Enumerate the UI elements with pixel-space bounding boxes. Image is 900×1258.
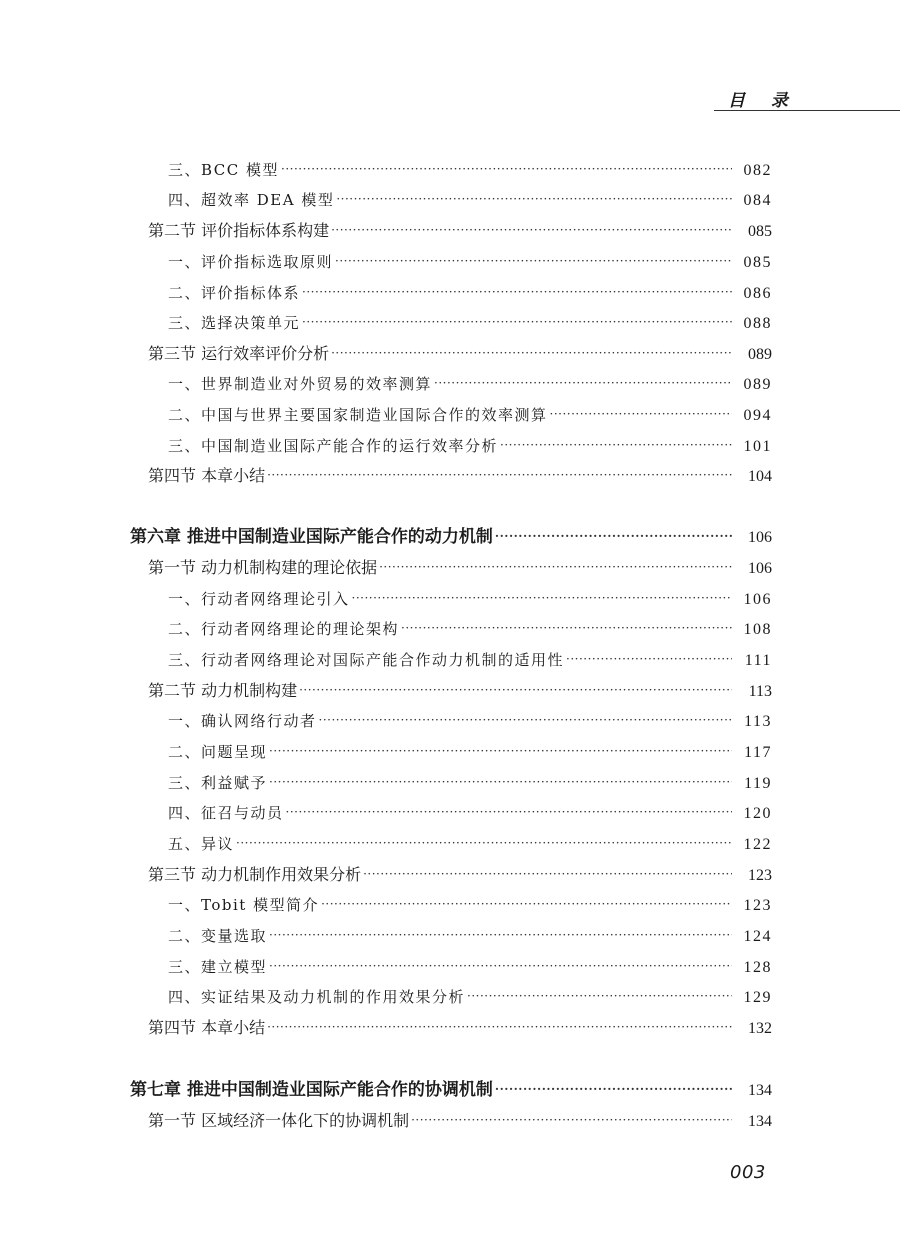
toc-entry-page: 106	[748, 529, 772, 546]
toc-entry-label: 一、确认网络行动者	[168, 712, 317, 730]
dot-leader	[302, 310, 732, 334]
toc-entry-label: 三、行动者网络理论对国际产能合作动力机制的适用性	[168, 651, 565, 669]
dot-leader	[269, 739, 732, 763]
dot-leader	[336, 187, 732, 211]
toc-entry-label: 二、问题呈现	[168, 743, 268, 761]
toc-chapter-entry[interactable]	[130, 1078, 772, 1102]
dot-leader	[331, 218, 732, 242]
dot-leader	[566, 647, 732, 671]
dot-leader	[269, 954, 732, 978]
toc-section-entry[interactable]	[148, 219, 772, 243]
toc-entry[interactable]	[168, 372, 772, 396]
toc-entry-label: 第四节 本章小结	[148, 1018, 266, 1037]
header-title: 目 录	[728, 91, 798, 111]
toc-entry-label: 第六章 推进中国制造业国际产能合作的动力机制	[130, 527, 493, 547]
toc-section-entry[interactable]	[148, 464, 772, 488]
toc-entry-label: 三、BCC 模型	[168, 161, 280, 179]
toc-entry-label: 一、行动者网络理论引入	[168, 590, 350, 608]
toc-entry-label: 第四节 本章小结	[148, 466, 266, 485]
toc-section-entry[interactable]	[148, 556, 772, 580]
toc-entry-page: 122	[743, 836, 772, 853]
toc-entry-label: 三、利益赋予	[168, 774, 268, 792]
dot-leader	[434, 371, 732, 395]
toc-entry[interactable]	[168, 771, 772, 795]
toc-entry-label: 二、中国与世界主要国家制造业国际合作的效率测算	[168, 406, 548, 424]
dot-leader	[236, 831, 732, 855]
dot-leader	[286, 800, 732, 824]
dot-leader	[299, 678, 732, 702]
toc-entry-page: 123	[743, 897, 772, 914]
toc-entry[interactable]	[168, 617, 772, 641]
dot-leader	[269, 923, 732, 947]
toc-entry-label: 第二节 动力机制构建	[148, 681, 298, 700]
page-number: 003	[730, 1162, 766, 1183]
toc-entry-page: 134	[748, 1113, 772, 1130]
toc-entry[interactable]	[168, 587, 772, 611]
toc-entry-page: 123	[748, 867, 772, 884]
toc-entry-page: 106	[748, 560, 772, 577]
dot-leader	[335, 249, 732, 273]
toc-entry-page: 132	[748, 1020, 772, 1037]
toc-entry-label: 四、超效率 DEA 模型	[168, 191, 335, 209]
toc-entry[interactable]	[168, 740, 772, 764]
dot-leader	[352, 586, 732, 610]
dot-leader	[363, 862, 732, 886]
toc-entry-page: 120	[743, 805, 772, 822]
toc-entry-page: 085	[748, 223, 772, 240]
toc-entry-page: 084	[743, 192, 772, 209]
toc-entry[interactable]	[168, 709, 772, 733]
dot-leader	[321, 892, 732, 916]
dot-leader	[495, 524, 732, 548]
dot-leader	[500, 433, 732, 457]
toc-entry-page: 113	[744, 713, 772, 730]
toc-entry-page: 129	[743, 989, 772, 1006]
toc-entry-page: 089	[743, 376, 772, 393]
toc-entry-label: 二、评价指标体系	[168, 284, 301, 302]
toc-entry-label: 四、征召与动员	[168, 804, 284, 822]
toc-entry-label: 五、异议	[168, 835, 235, 853]
running-header	[714, 84, 900, 111]
dot-leader	[267, 1015, 732, 1039]
toc-entry-label: 一、评价指标选取原则	[168, 253, 334, 271]
toc-entry-page: 104	[748, 468, 772, 485]
toc-entry-label: 一、Tobit 模型简介	[168, 896, 320, 914]
toc-entry[interactable]	[168, 832, 772, 856]
dot-leader	[401, 616, 732, 640]
toc-entry-label: 二、行动者网络理论的理论架构	[168, 620, 400, 638]
toc-entry-page: 108	[743, 621, 772, 638]
dot-leader	[281, 157, 732, 181]
dot-leader	[495, 1077, 732, 1101]
toc-entry-page: 094	[743, 407, 772, 424]
toc-entry-label: 第三节 运行效率评价分析	[148, 344, 330, 363]
toc-entry-label: 三、选择决策单元	[168, 314, 301, 332]
toc-entry[interactable]	[168, 955, 772, 979]
dot-leader	[379, 555, 732, 579]
toc-entry[interactable]	[168, 311, 772, 335]
toc-entry-page: 111	[744, 652, 772, 669]
toc-entry[interactable]	[168, 158, 772, 182]
dot-leader	[269, 770, 732, 794]
dot-leader	[411, 1108, 732, 1132]
toc-entry-label: 一、世界制造业对外贸易的效率测算	[168, 375, 433, 393]
toc-entry-label: 三、中国制造业国际产能合作的运行效率分析	[168, 437, 499, 455]
toc-entry-label: 第三节 动力机制作用效果分析	[148, 865, 362, 884]
toc-entry-page: 082	[743, 162, 772, 179]
dot-leader	[302, 280, 732, 304]
toc-entry-page: 086	[743, 285, 772, 302]
toc-entry[interactable]	[168, 648, 772, 672]
toc-entry-page: 085	[743, 254, 772, 271]
toc-entry-page: 089	[748, 346, 772, 363]
toc-entry-page: 113	[748, 683, 772, 700]
toc-entry-page: 088	[743, 315, 772, 332]
toc-chapter-entry[interactable]	[130, 525, 772, 549]
toc-entry-page: 124	[743, 928, 772, 945]
toc-entry[interactable]	[168, 801, 772, 825]
toc-entry[interactable]	[168, 281, 772, 305]
dot-leader	[331, 341, 732, 365]
toc-entry[interactable]	[168, 924, 772, 948]
toc-entry-page: 119	[744, 775, 772, 792]
toc-entry-label: 二、变量选取	[168, 927, 268, 945]
toc-entry-page: 128	[743, 959, 772, 976]
dot-leader	[267, 463, 732, 487]
toc-entry[interactable]	[168, 250, 772, 274]
toc-section-entry[interactable]	[148, 342, 772, 366]
toc-entry-label: 第七章 推进中国制造业国际产能合作的协调机制	[130, 1080, 493, 1100]
toc-entry-label: 第二节 评价指标体系构建	[148, 221, 330, 240]
toc-entry-page: 117	[744, 744, 772, 761]
toc-section-entry[interactable]	[148, 1109, 772, 1133]
toc-entry-label: 四、实证结果及动力机制的作用效果分析	[168, 988, 466, 1006]
dot-leader	[550, 402, 732, 426]
toc-entry-page: 106	[743, 591, 772, 608]
toc-section-entry[interactable]	[148, 863, 772, 887]
toc-entry[interactable]	[168, 434, 772, 458]
toc-section-entry[interactable]	[148, 679, 772, 703]
toc-entry[interactable]	[168, 985, 772, 1009]
toc-entry[interactable]	[168, 403, 772, 427]
toc-entry-page: 134	[748, 1082, 772, 1099]
dot-leader	[467, 984, 732, 1008]
toc-entry-label: 第一节 动力机制构建的理论依据	[148, 558, 378, 577]
toc-section-entry[interactable]	[148, 1016, 772, 1040]
toc-entry-page: 101	[743, 438, 772, 455]
dot-leader	[319, 708, 732, 732]
toc-entry-label: 三、建立模型	[168, 958, 268, 976]
toc-entry[interactable]	[168, 893, 772, 917]
toc-entry-label: 第一节 区域经济一体化下的协调机制	[148, 1111, 410, 1130]
toc-entry[interactable]	[168, 188, 772, 212]
